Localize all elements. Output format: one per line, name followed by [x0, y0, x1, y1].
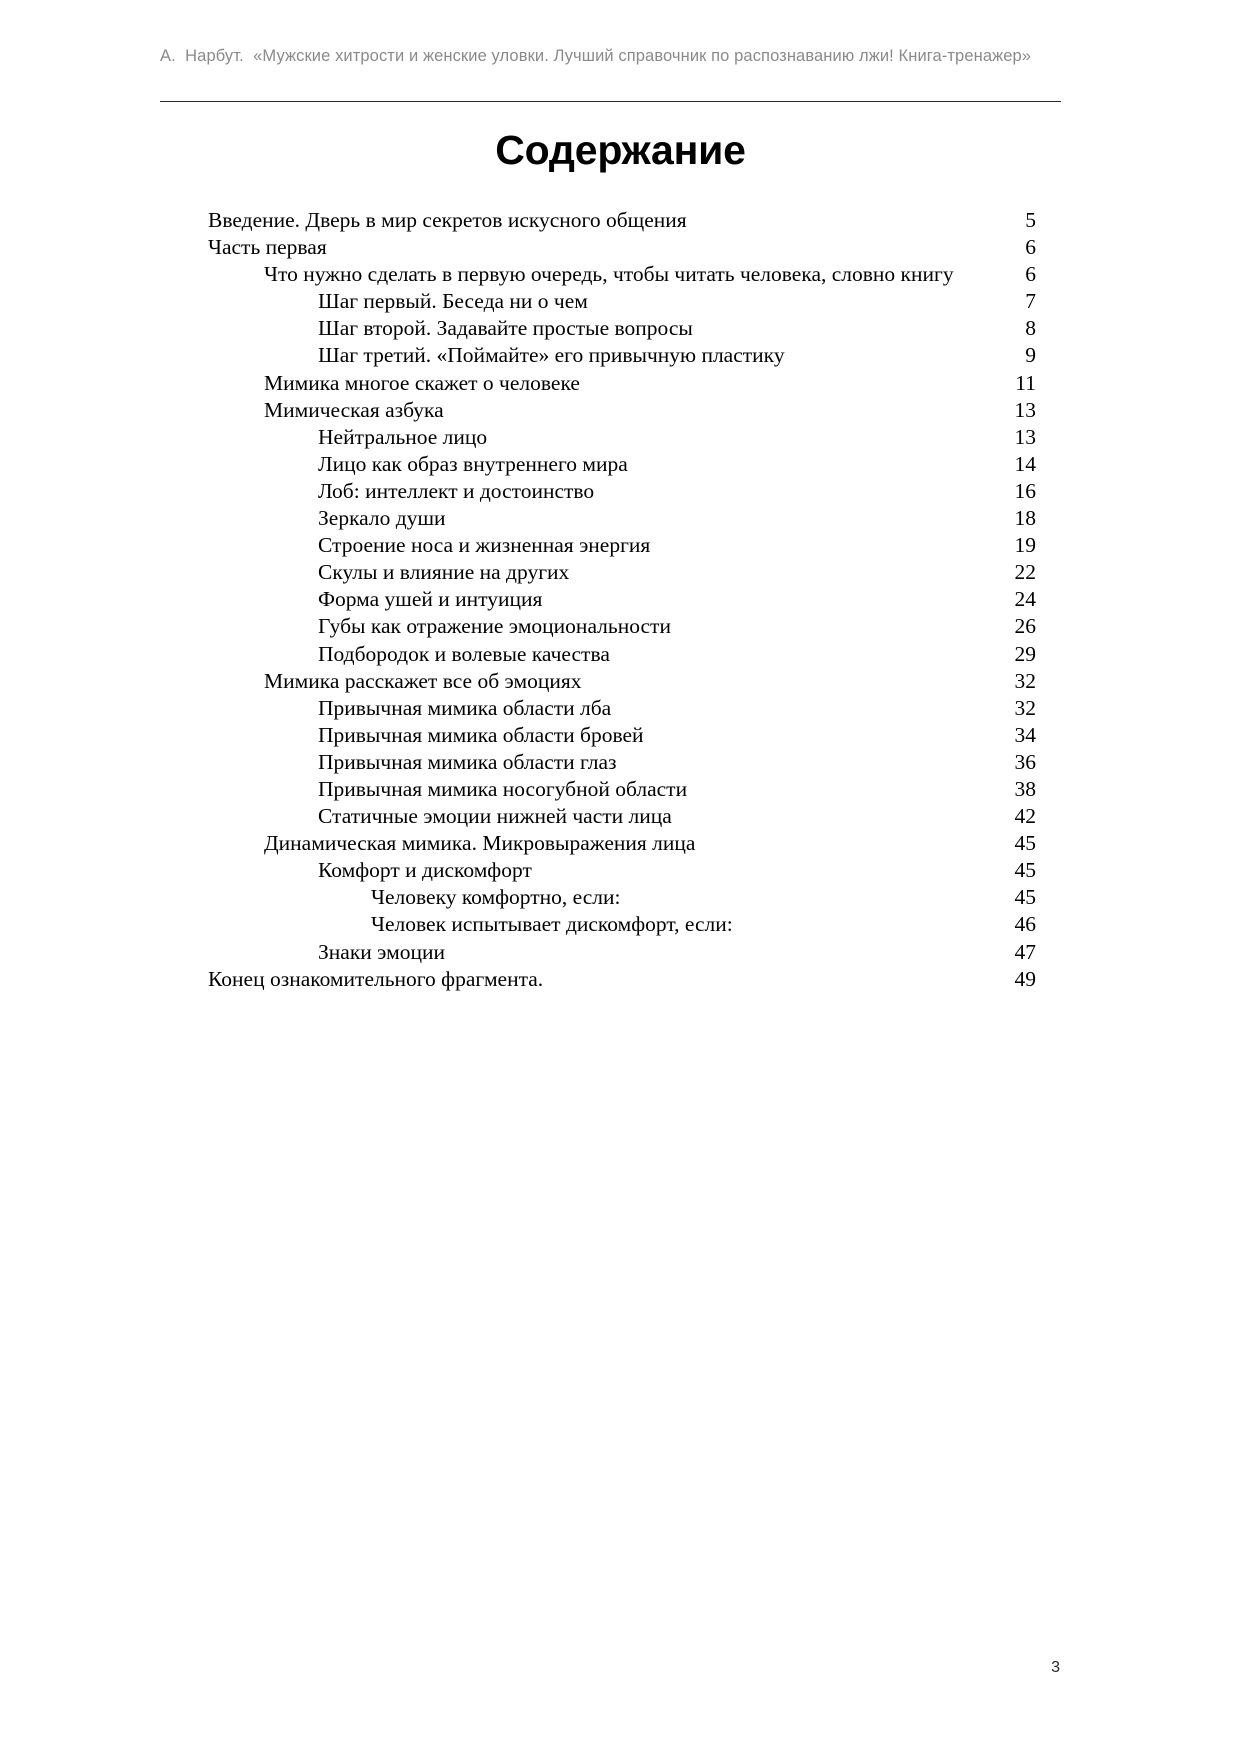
running-header-text: А. Нарбут. «Мужские хитрости и женские уловки. Лучший справочник по распознаванию лжи! Книга-тренажер» — [160, 47, 1032, 65]
toc-entry[interactable] — [208, 722, 1036, 749]
page-title: Содержание — [495, 127, 746, 173]
toc-entry[interactable] — [208, 207, 1036, 234]
toc-entry-page: 16 — [1014, 478, 1036, 503]
toc-entry[interactable] — [208, 288, 1036, 315]
toc-entry-label: Введение. Дверь в мир секретов искусного общения — [208, 208, 687, 232]
toc-entry-label: Привычная мимика области глаз — [318, 749, 617, 774]
toc-entry-label: Человеку комфортно, если: — [371, 885, 621, 910]
toc-entry-label: Что нужно сделать в первую очередь, чтобы читать человека, словно книгу — [264, 262, 954, 287]
toc-entry-page: 5 — [1025, 208, 1036, 232]
toc-entry-page: 26 — [1014, 614, 1036, 639]
toc-entry-label: Привычная мимика области бровей — [318, 722, 644, 747]
toc-entry-page: 6 — [1025, 262, 1036, 287]
toc-entry-page: 13 — [1014, 424, 1036, 449]
toc-entry[interactable] — [208, 586, 1036, 613]
toc-entry[interactable] — [208, 559, 1036, 586]
toc-entry-label: Динамическая мимика. Микровыражения лица — [264, 831, 696, 856]
toc-entry-page: 9 — [1025, 343, 1036, 368]
toc-entry[interactable] — [208, 857, 1036, 884]
toc-entry-page: 18 — [1014, 506, 1036, 531]
toc-entry-label: Конец ознакомительного фрагмента. — [208, 966, 544, 991]
toc-entry-page: 19 — [1014, 533, 1036, 558]
toc-entry-page: 29 — [1014, 641, 1036, 666]
toc-entry-label: Форма ушей и интуиция — [318, 587, 543, 612]
toc-entry-label: Строение носа и жизненная энергия — [318, 533, 651, 558]
toc-entry[interactable] — [208, 884, 1036, 911]
toc-entry[interactable] — [208, 613, 1036, 640]
toc-entry[interactable] — [208, 370, 1036, 397]
toc-entry-page: 24 — [1014, 587, 1036, 612]
toc-entry-page: 6 — [1025, 235, 1036, 260]
toc-entry-label: Мимика многое скажет о человеке — [264, 370, 580, 395]
toc-entry[interactable] — [208, 532, 1036, 559]
toc-entry-page: 11 — [1015, 370, 1036, 395]
toc-entry-label: Статичные эмоции нижней части лица — [318, 804, 672, 829]
toc-entry-label: Комфорт и дискомфорт — [318, 858, 532, 883]
toc-entry-page: 47 — [1014, 939, 1036, 964]
toc-entry-label: Шаг первый. Беседа ни о чем — [318, 289, 588, 314]
toc-entry[interactable] — [208, 234, 1036, 261]
toc-entry-label: Зеркало души — [318, 506, 446, 531]
toc-entry[interactable] — [208, 776, 1036, 803]
toc-entry-page: 13 — [1014, 397, 1036, 422]
toc-entry-page: 49 — [1014, 966, 1036, 991]
toc-entry[interactable] — [208, 749, 1036, 776]
toc-entry-page: 22 — [1014, 560, 1036, 585]
toc-entry-label: Нейтральное лицо — [318, 424, 488, 449]
toc-entry-page: 45 — [1014, 885, 1036, 910]
toc-entry-label: Мимика расскажет все об эмоциях — [264, 668, 582, 693]
toc-entry-label: Шаг второй. Задавайте простые вопросы — [318, 316, 693, 341]
page-number: 3 — [1051, 1659, 1060, 1676]
toc-entry[interactable] — [208, 939, 1036, 966]
toc-entry-label: Губы как отражение эмоциональности — [318, 614, 671, 639]
toc-entry-label: Шаг третий. «Поймайте» его привычную пластику — [318, 343, 785, 368]
table-of-contents — [208, 207, 1036, 993]
toc-entry-label: Мимическая азбука — [264, 397, 444, 422]
toc-entry-label: Человек испытывает дискомфорт, если: — [371, 912, 733, 937]
toc-entry-page: 38 — [1014, 776, 1036, 801]
toc-entry[interactable] — [208, 451, 1036, 478]
toc-entry[interactable] — [208, 397, 1036, 424]
toc-entry[interactable] — [208, 424, 1036, 451]
toc-entry-label: Часть первая — [208, 235, 327, 260]
toc-entry-page: 8 — [1025, 316, 1036, 341]
toc-entry-label: Лицо как образ внутреннего мира — [318, 451, 628, 476]
toc-entry-label: Знаки эмоции — [318, 939, 446, 964]
toc-entry[interactable] — [208, 478, 1036, 505]
toc-entry-label: Привычная мимика области лба — [318, 695, 612, 720]
toc-entry[interactable] — [208, 641, 1036, 668]
toc-entry-page: 42 — [1014, 804, 1036, 829]
toc-entry-page: 34 — [1014, 722, 1036, 747]
toc-entry[interactable] — [208, 911, 1036, 938]
toc-entry-page: 45 — [1014, 858, 1036, 883]
toc-entry-label: Подбородок и волевые качества — [318, 641, 610, 666]
toc-entry-page: 7 — [1025, 289, 1036, 314]
toc-entry[interactable] — [208, 830, 1036, 857]
toc-entry-label: Привычная мимика носогубной области — [318, 776, 688, 801]
toc-entry[interactable] — [208, 315, 1036, 342]
toc-entry[interactable] — [208, 261, 1036, 288]
toc-entry-page: 32 — [1014, 668, 1036, 693]
toc-entry[interactable] — [208, 966, 1036, 993]
toc-entry-label: Лоб: интеллект и достоинство — [318, 478, 595, 503]
toc-entry-page: 45 — [1014, 831, 1036, 856]
toc-entry[interactable] — [208, 695, 1036, 722]
toc-entry[interactable] — [208, 342, 1036, 369]
toc-entry-label: Скулы и влияние на других — [318, 560, 570, 585]
toc-entry[interactable] — [208, 803, 1036, 830]
running-header — [160, 44, 1060, 69]
toc-entry-page: 14 — [1014, 451, 1036, 476]
toc-entry[interactable] — [208, 505, 1036, 532]
header-divider-rule — [160, 101, 1061, 102]
toc-entry-page: 32 — [1014, 695, 1036, 720]
toc-entry-page: 46 — [1014, 912, 1036, 937]
toc-entry-page: 36 — [1014, 749, 1036, 774]
toc-entry[interactable] — [208, 668, 1036, 695]
